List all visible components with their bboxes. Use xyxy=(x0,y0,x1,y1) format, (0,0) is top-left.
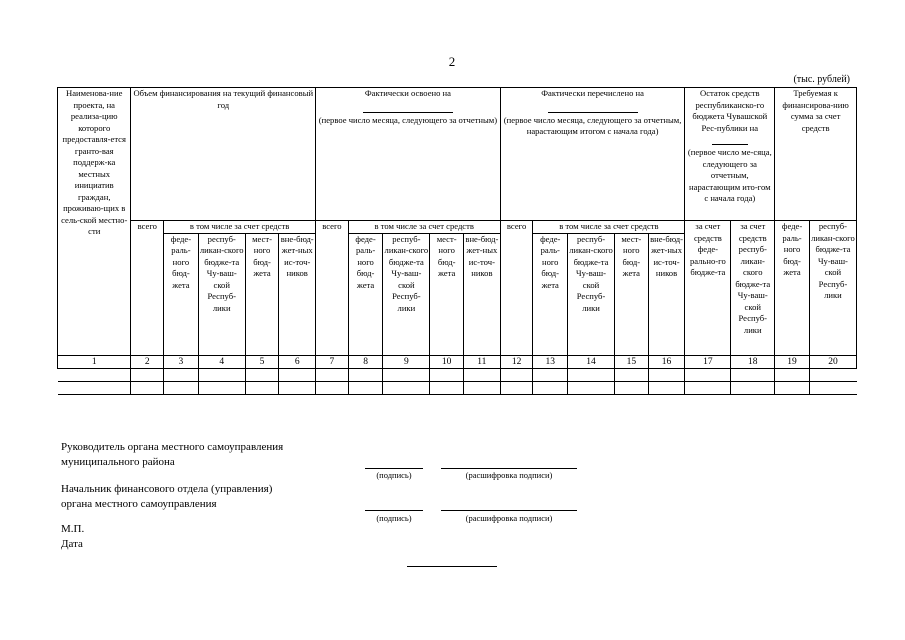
table-cell xyxy=(279,381,316,394)
column-number: 6 xyxy=(279,355,316,368)
header-local: мест-ного бюд-жета xyxy=(430,233,464,355)
header-extrabudget: вне-бюд-жет-ных ис-точ-ников xyxy=(463,233,500,355)
blank-date-line xyxy=(363,112,453,113)
header-republic: респуб-ликан-ского бюдже-та Чу-ваш-ской Респуб-лики xyxy=(383,233,430,355)
blank-date-line xyxy=(712,144,748,145)
header-required-federal: феде-раль-ного бюд-жета xyxy=(775,221,810,356)
table-cell xyxy=(430,381,464,394)
header-total: всего xyxy=(316,221,349,356)
table-cell xyxy=(614,368,648,381)
column-number: 7 xyxy=(316,355,349,368)
header-local: мест-ного бюд-жета xyxy=(245,233,279,355)
decoding-caption: (расшифровка подписи) xyxy=(465,513,553,523)
table-cell xyxy=(463,381,500,394)
signature-caption: (подпись) xyxy=(376,513,412,523)
table-cell xyxy=(809,368,856,381)
column-number: 4 xyxy=(198,355,245,368)
header-required-republic: респуб-ликан-ского бюдже-та Чу-ваш-ской Респуб-лики xyxy=(809,221,856,356)
table-cell xyxy=(731,368,775,381)
table-cell xyxy=(685,368,731,381)
table-cell xyxy=(279,368,316,381)
column-number: 1 xyxy=(58,355,131,368)
column-number: 20 xyxy=(809,355,856,368)
table-cell xyxy=(245,368,279,381)
signature-line xyxy=(365,510,423,511)
table-cell xyxy=(198,381,245,394)
signature-line xyxy=(365,468,423,469)
table-cell xyxy=(685,381,731,394)
column-number: 3 xyxy=(164,355,199,368)
table-cell xyxy=(533,381,568,394)
header-balance-republic: за счет средств респуб-ликан-ского бюдже-та Чу-ваш-ской Респуб-лики xyxy=(731,221,775,356)
head-title-line2: муниципального района xyxy=(61,456,175,468)
table-cell xyxy=(775,368,810,381)
column-number: 14 xyxy=(568,355,615,368)
table-cell xyxy=(245,381,279,394)
column-number: 16 xyxy=(648,355,685,368)
header-extrabudget: вне-бюд-жет-ных ис-точ-ников xyxy=(648,233,685,355)
decoding-line xyxy=(441,468,577,469)
table-cell xyxy=(58,368,131,381)
table-cell xyxy=(533,368,568,381)
header-project-name: Наименова-ние проекта, на реализа-цию которого предоставля-ется гранто-вая поддерж-ка местных инициатив граждан, проживаю-щих в сель-ской местно-сти xyxy=(58,88,131,356)
column-number: 17 xyxy=(685,355,731,368)
table-cell xyxy=(348,368,383,381)
column-number: 13 xyxy=(533,355,568,368)
header-required-group: Требуемая к финансирова-нию сумма за счет средств xyxy=(775,88,857,221)
column-number: 2 xyxy=(131,355,164,368)
header-balance-group: Остаток средств республиканско-го бюджета Чувашской Рес-публики на (первое число ме-сяца, следующего за отчетным, нарастающим ито-гом с начала года) xyxy=(685,88,775,221)
column-number: 15 xyxy=(614,355,648,368)
table-cell xyxy=(568,381,615,394)
signature-caption: (подпись) xyxy=(376,470,412,480)
table-cell xyxy=(568,368,615,381)
table-cell xyxy=(648,381,685,394)
table-cell xyxy=(500,368,533,381)
column-number: 10 xyxy=(430,355,464,368)
column-number: 18 xyxy=(731,355,775,368)
table-cell xyxy=(164,368,199,381)
stamp-label: М.П. xyxy=(61,523,85,535)
table-cell xyxy=(383,368,430,381)
column-number: 11 xyxy=(463,355,500,368)
head-title xyxy=(61,440,283,470)
table-cell xyxy=(648,368,685,381)
table-cell xyxy=(775,381,810,394)
header-balance-federal: за счет средств феде-рально-го бюдже-та xyxy=(685,221,731,356)
header-transferred-group: Фактически перечислено на (первое число месяца, следующего за отчетным, нарастающим итогом с начала года) xyxy=(500,88,685,221)
header-federal: феде-раль-ного бюд-жета xyxy=(533,233,568,355)
header-volume-group: Объем финансирования на текущий финансовый год xyxy=(131,88,316,221)
head-title-line1: Руководитель органа местного самоуправления xyxy=(61,441,284,453)
blank-date-line xyxy=(548,112,638,113)
decoding-line xyxy=(441,510,577,511)
table-cell xyxy=(58,381,131,394)
header-incl: в том числе за счет средств xyxy=(164,221,316,234)
header-federal: феде-раль-ного бюд-жета xyxy=(164,233,199,355)
column-number: 8 xyxy=(348,355,383,368)
date-label: Дата xyxy=(61,538,83,550)
report-table xyxy=(57,87,857,395)
units-label: (тыс. рублей) xyxy=(793,74,850,85)
table-row xyxy=(58,368,857,381)
table-cell xyxy=(731,381,775,394)
column-number: 5 xyxy=(245,355,279,368)
table-cell xyxy=(614,381,648,394)
finance-title-line2: органа местного самоуправления xyxy=(61,498,217,510)
footer-line xyxy=(407,566,497,567)
table-cell xyxy=(809,381,856,394)
header-republic: респуб-ликан-ского бюдже-та Чу-ваш-ской Респуб-лики xyxy=(568,233,615,355)
column-number: 12 xyxy=(500,355,533,368)
header-extrabudget: вне-бюд-жет-ных ис-точ-ников xyxy=(279,233,316,355)
header-federal: феде-раль-ного бюд-жета xyxy=(348,233,383,355)
table-row xyxy=(58,381,857,394)
table-cell xyxy=(164,381,199,394)
table-cell xyxy=(316,381,349,394)
table-cell xyxy=(131,381,164,394)
page-number: 2 xyxy=(448,54,456,69)
table-cell xyxy=(500,381,533,394)
header-republic: респуб-ликан-ского бюдже-та Чу-ваш-ской Респуб-лики xyxy=(198,233,245,355)
header-incl: в том числе за счет средств xyxy=(348,221,500,234)
header-total: всего xyxy=(500,221,533,356)
header-local: мест-ного бюд-жета xyxy=(614,233,648,355)
header-incl: в том числе за счет средств xyxy=(533,221,685,234)
decoding-caption: (расшифровка подписи) xyxy=(465,470,553,480)
table-cell xyxy=(198,368,245,381)
finance-title-line1: Начальник финансового отдела (управления) xyxy=(61,483,273,495)
column-number: 19 xyxy=(775,355,810,368)
table-cell xyxy=(430,368,464,381)
table-cell xyxy=(463,368,500,381)
finance-title xyxy=(61,482,272,512)
header-spent-group: Фактически освоено на (первое число месяца, следующего за отчетным) xyxy=(316,88,501,221)
table-cell xyxy=(383,381,430,394)
table-cell xyxy=(316,368,349,381)
table-cell xyxy=(348,381,383,394)
table-cell xyxy=(131,368,164,381)
header-total: всего xyxy=(131,221,164,356)
column-number: 9 xyxy=(383,355,430,368)
